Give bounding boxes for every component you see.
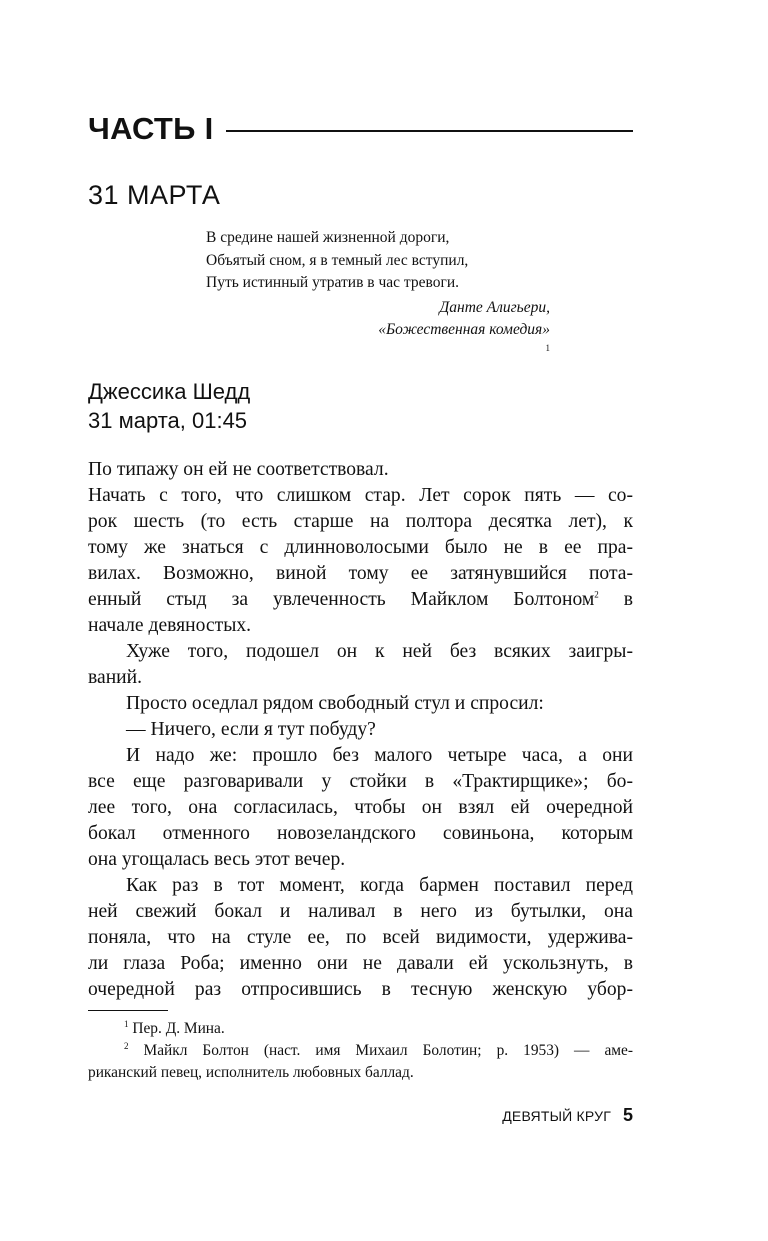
footnote-ref-1: 1 <box>545 342 550 353</box>
part-title: ЧАСТЬ I <box>88 111 214 146</box>
body-line-with-footnote <box>88 587 633 613</box>
part-header <box>88 98 633 146</box>
section-datetime: 31 марта, 01:45 <box>88 408 248 433</box>
body-line: И надо же: прошло без малого четыре часа, а они <box>126 745 633 766</box>
body-line: — Ничего, если я тут побуду? <box>126 719 376 740</box>
body-line: вилах. Возможно, виной тому ее затянувшийся пота- <box>88 563 633 584</box>
body-line-text: енный стыд за увлеченность Майклом Болтоном <box>88 589 595 610</box>
epigraph-line: Объятый сном, я в темный лес вступил, <box>206 251 469 269</box>
book-title: ДЕВЯТЫЙ КРУГ <box>502 1108 611 1124</box>
epigraph <box>206 227 550 364</box>
epigraph-line: Путь истинный утратив в час тревоги. <box>206 274 459 291</box>
body-line: Просто оседлал рядом свободный стул и спросил: <box>126 693 544 714</box>
body-line: лее того, она согласилась, чтобы он взял ей очередной <box>88 797 633 818</box>
body-text <box>88 457 633 1003</box>
body-line: она угощалась весь этот вечер. <box>88 849 346 870</box>
body-line: Хуже того, подошел он к ней без всяких заигры- <box>126 641 633 662</box>
footnote-2-continuation: риканский певец, исполнитель любовных баллад. <box>88 1064 414 1081</box>
part-title-rule <box>226 130 633 132</box>
footnote-rule <box>88 1010 168 1011</box>
footnotes <box>88 1018 633 1084</box>
section-heading <box>88 377 250 435</box>
body-line: Как раз в тот момент, когда бармен поставил перед <box>126 875 633 896</box>
body-line: рок шесть (то есть старше на полтора десятка лет), к <box>88 511 633 532</box>
body-line: тому же знаться с длинноволосыми было не в ее пра- <box>88 537 633 558</box>
body-line-tail: в <box>623 589 633 610</box>
body-line: начале девяностых. <box>88 615 252 636</box>
footnote-1 <box>88 1018 633 1040</box>
body-line: ваний. <box>88 667 143 688</box>
footnote-1-text: Пер. Д. Мина. <box>132 1020 225 1037</box>
epigraph-work-line <box>206 319 550 364</box>
body-line: Начать с того, что слишком стар. Лет сорок пять — со- <box>88 485 633 506</box>
epigraph-work: «Божественная комедия» <box>378 321 550 338</box>
page-number: 5 <box>622 1105 633 1125</box>
body-line: ли глаза Роба; именно они не давали ей ускользнуть, в <box>88 953 633 974</box>
footnote-2 <box>88 1040 633 1062</box>
body-line: По типажу он ей не соответствовал. <box>88 459 389 480</box>
body-line: бокал отменного новозеландского совиньона, которым <box>88 823 633 844</box>
footnote-2-text: Майкл Болтон (наст. имя Михаил Болотин; р. 1953) — аме- <box>143 1042 633 1059</box>
body-line: поняла, что на стуле ее, по всей видимости, удержива- <box>88 927 633 948</box>
section-character: Джессика Шедд <box>88 379 251 404</box>
running-footer <box>502 1105 633 1126</box>
chapter-title: 31 МАРТА <box>88 180 221 210</box>
epigraph-line: В средине нашей жизненной дороги, <box>206 229 450 246</box>
epigraph-attribution <box>206 297 550 365</box>
body-line: ней свежий бокал и наливал в него из бутылки, она <box>88 901 633 922</box>
footnote-2-mark: 2 <box>124 1040 129 1051</box>
footnote-1-mark: 1 <box>124 1018 129 1029</box>
body-line: все еще разговаривали у стойки в «Трактирщике»; бо- <box>88 771 633 792</box>
footnote-ref-2: 2 <box>594 589 599 600</box>
body-line: очередной раз отпросившись в тесную женскую убор- <box>88 979 633 1000</box>
epigraph-author: Данте Алигьери, <box>439 298 550 316</box>
